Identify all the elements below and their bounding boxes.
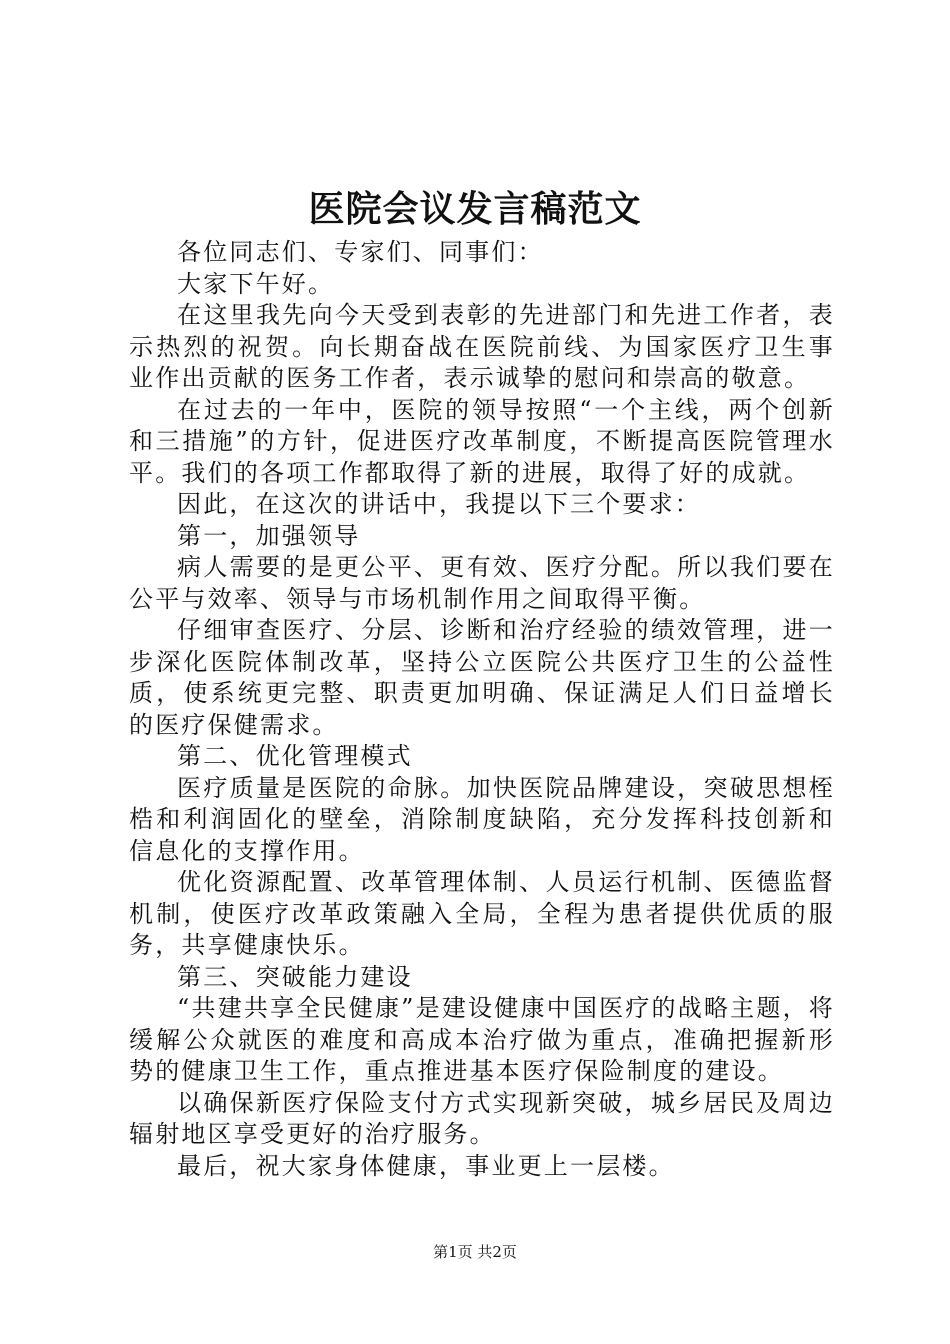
section-heading-first: 第一，加强领导 xyxy=(177,521,361,550)
paragraph: 在过去的一年中，医院的领导按照“一个主线，两个创新和三措施”的方针，促进医疗改革制度，不断提高医院管理水平。我们的各项工作都取得了新的进展，取得了好的成就。 xyxy=(129,395,835,487)
paragraph-salutation: 各位同志们、专家们、同事们： xyxy=(177,238,544,266)
paragraph: 优化资源配置、改革管理体制、人员运行机制、医德监督机制，使医疗改革政策融入全局，全程为患者提供优质的服务，共享健康快乐。 xyxy=(129,868,835,959)
paragraph: 在这里我先向今天受到表彰的先进部门和先进工作者，表示热烈的祝贺。向长期奋战在医院前线、为国家医疗卫生事业作出贡献的医务工作者，表示诚挚的慰问和崇高的敬意。 xyxy=(129,301,835,392)
paragraph: “共建共享全民健康”是建设健康中国医疗的战略主题，将缓解公众就医的难度和高成本治疗做为重点，准确把握新形势的健康卫生工作，重点推进基本医疗保险制度的建设。 xyxy=(129,994,835,1085)
document-title: 医院会议发言稿范文 xyxy=(308,188,642,230)
page-number-footer: 第1页 共2页 xyxy=(433,1243,517,1261)
section-heading-second: 第二、优化管理模式 xyxy=(177,742,413,770)
paragraph-closing: 最后，祝大家身体健康，事业更上一层楼。 xyxy=(177,1151,675,1180)
section-heading-third: 第三、突破能力建设 xyxy=(177,962,413,991)
paragraph: 医疗质量是医院的命脉。加快医院品牌建设，突破思想桎梏和利润固化的壁垒，消除制度缺陷，充分发挥科技创新和信息化的支撑作用。 xyxy=(129,773,835,865)
paragraph: 因此，在这次的讲话中，我提以下三个要求： xyxy=(177,490,701,518)
paragraph: 以确保新医疗保险支付方式实现新突破，城乡居民及周边辐射地区享受更好的治疗服务。 xyxy=(129,1088,835,1148)
paragraph: 仔细审查医疗、分层、诊断和治疗经验的绩效管理，进一步深化医院体制改革，坚持公立医院公共医疗卫生的公益性质，使系统更完整、职责更加明确、保证满足人们日益增长的医疗保健需求。 xyxy=(129,616,835,739)
paragraph-greeting: 大家下午好。 xyxy=(177,269,335,298)
paragraph: 病人需要的是更公平、更有效、医疗分配。所以我们要在公平与效率、领导与市场机制作用之间取得平衡。 xyxy=(129,553,835,613)
document-body xyxy=(129,237,835,1182)
